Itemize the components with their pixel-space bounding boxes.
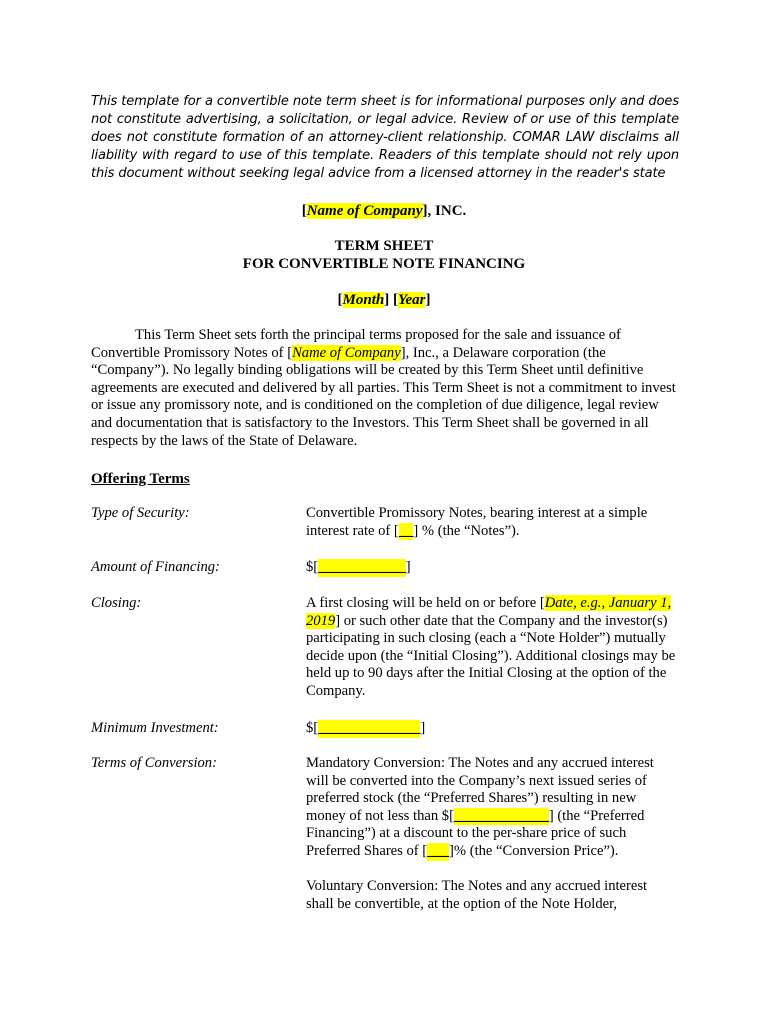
new-money-blank: _____________ (453, 807, 549, 824)
minimum-investment-value (306, 720, 678, 738)
security-text-part1: Convertible Promissory Notes, bearing interest at a simple interest rate of [ (306, 505, 648, 539)
company-suffix: , INC. (427, 203, 467, 219)
discount-blank: ___ (427, 842, 450, 859)
minimum-blank: ______________ (318, 720, 421, 736)
mandatory-text-part3: ]% (the “Conversion Price”). (449, 842, 619, 859)
minimum-investment-label: Minimum Investment: (91, 720, 219, 736)
document-subtitle: FOR CONVERTIBLE NOTE FINANCING (242, 256, 526, 272)
date-line: [Month] [Year] (337, 292, 431, 308)
amount-of-financing-value (306, 559, 678, 577)
mandatory-text-part2: ] (the “Preferred Financing”) at a discount to the per-share price of such Preferred Shares of [ (306, 807, 645, 859)
mandatory-text-part1: Mandatory Conversion: The Notes and any accrued interest will be converted into the Company’s next issued series of preferred stock (the “Preferred Shares”) resulting in new money of not less than $[ (306, 755, 654, 824)
amount-of-financing-label: Amount of Financing: (91, 559, 220, 575)
amount-blank: ____________ (318, 559, 406, 575)
security-text-part2: ] % (the “Notes”). (413, 522, 520, 539)
minimum-suffix: ] (420, 720, 426, 736)
type-of-security-label: Type of Security: (91, 505, 190, 521)
mandatory-conversion-paragraph (306, 755, 678, 861)
amount-suffix: ] (405, 559, 411, 575)
closing-text-part1: A first closing will be held on or before [ (306, 595, 545, 611)
month-placeholder: Month (342, 292, 385, 308)
amount-prefix: $[ (306, 559, 319, 575)
intro-paragraph (91, 327, 681, 450)
company-name-line: [Name of Company], INC. (301, 203, 467, 219)
closing-label: Closing: (91, 595, 142, 611)
terms-of-conversion-value (306, 755, 678, 913)
terms-of-conversion-label: Terms of Conversion: (91, 755, 217, 771)
year-placeholder: Year (397, 292, 426, 308)
interest-rate-blank: __ (398, 522, 414, 539)
intro-text-part2: ], Inc., a Delaware corporation (the “Company”). No legally binding obligations will be created by this Term Sheet until definitive agreements are executed and delivered by all parties. This Term Sheet is not a commitment to invest or issue any promissory note, and is conditioned on the completion of due diligence, legal review and documentation that is satisfactory to the Investors. This Term Sheet shall be governed in all respects by the laws of the State of Delaware. (91, 344, 676, 449)
document-title: TERM SHEET (334, 238, 434, 254)
type-of-security-value (306, 505, 678, 540)
voluntary-conversion-paragraph: Voluntary Conversion: The Notes and any accrued interest shall be convertible, at the option of the Note Holder, (306, 878, 648, 912)
closing-text-part2: ] or such other date that the Company and the investor(s) participating in such closing (each a “Note Holder”) mutually decide upon (the “Initial Closing”). Additional closings may be held up to 90 days after the Initial Closing at the option of the Company. (306, 612, 676, 699)
minimum-prefix: $[ (306, 720, 319, 736)
closing-value (306, 595, 678, 701)
closing-date-placeholder: Date, e.g., January 1, 2019 (306, 595, 672, 629)
disclaimer-paragraph: This template for a convertible note term sheet is for informational purposes only and does not constitute advertising, a solicitation, or legal advice. Review of or use of this template does not constitute formation of an attorney-client relationship. COMAR LAW disclaims all liability with regard to use of this template. Readers of this template should not rely upon this document without seeking legal advice from a licensed attorney in the reader's state (91, 94, 679, 181)
intro-text-part1: This Term Sheet sets forth the principal terms proposed for the sale and issuance of Convertible Promissory Notes of [ (91, 327, 621, 361)
intro-company-placeholder: Name of Company (292, 344, 401, 361)
offering-terms-heading: Offering Terms (91, 471, 190, 487)
company-name-placeholder: Name of Company (306, 203, 423, 219)
